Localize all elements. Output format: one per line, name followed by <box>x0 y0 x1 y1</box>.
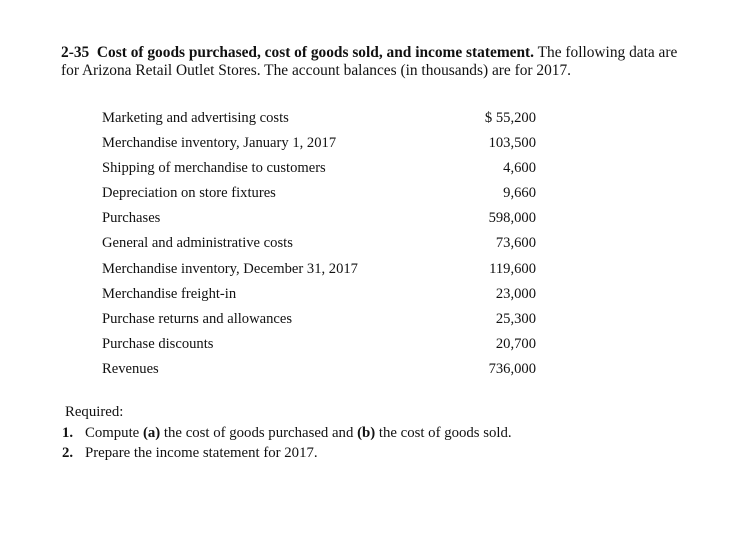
table-row <box>102 183 536 208</box>
row-label: Revenues <box>102 360 159 377</box>
row-value: 9,660 <box>503 185 536 202</box>
row-value: 20,700 <box>495 335 536 352</box>
row-label: Purchases <box>102 210 161 227</box>
required-item-text: Compute (a) the cost of goods purchased and (b) the cost of goods sold. <box>85 424 512 441</box>
account-balances-table <box>102 108 536 384</box>
row-label: Merchandise inventory, December 31, 2017 <box>102 260 358 277</box>
table-row <box>102 259 536 284</box>
row-value: 119,600 <box>489 260 536 277</box>
table-row <box>102 133 536 158</box>
row-value: 4,600 <box>503 160 536 177</box>
row-label: Shipping of merchandise to customers <box>102 160 326 177</box>
table-row <box>102 208 536 233</box>
problem-number: 2-35 <box>61 44 90 61</box>
problem-heading <box>61 44 691 80</box>
problem-intro: The following data are for Arizona Retail Outlet Stores. The account balances (in thousands) are for 2017. <box>61 44 678 79</box>
table-row <box>102 309 536 334</box>
row-label: Merchandise inventory, January 1, 2017 <box>102 135 337 152</box>
row-value: 73,600 <box>495 235 536 252</box>
row-value: 25,300 <box>495 310 536 327</box>
problem-title: Cost of goods purchased, cost of goods sold, and income statement. <box>96 44 535 61</box>
table-row <box>102 233 536 258</box>
required-item-number: 2. <box>62 445 74 461</box>
table-row <box>102 158 536 183</box>
row-value: 23,000 <box>495 285 536 302</box>
row-label: Purchase returns and allowances <box>102 310 293 327</box>
row-value: 103,500 <box>488 135 536 152</box>
row-label: General and administrative costs <box>102 235 293 252</box>
required-item <box>62 423 512 444</box>
table-row <box>102 108 536 133</box>
row-value: 736,000 <box>488 360 536 377</box>
required-item <box>62 443 512 464</box>
table-row <box>102 334 536 359</box>
row-value: 598,000 <box>488 210 536 227</box>
row-label: Merchandise freight-in <box>102 285 237 302</box>
row-label: Depreciation on store fixtures <box>102 185 276 202</box>
table-row <box>102 359 536 384</box>
row-label: Marketing and advertising costs <box>102 110 289 126</box>
row-label: Purchase discounts <box>102 335 214 352</box>
table-row <box>102 284 536 309</box>
required-item-text: Prepare the income statement for 2017. <box>85 445 318 461</box>
required-item-number: 1. <box>62 424 74 441</box>
required-section <box>62 402 512 464</box>
row-value: $ 55,200 <box>484 110 536 126</box>
required-heading: Required: <box>65 404 124 420</box>
